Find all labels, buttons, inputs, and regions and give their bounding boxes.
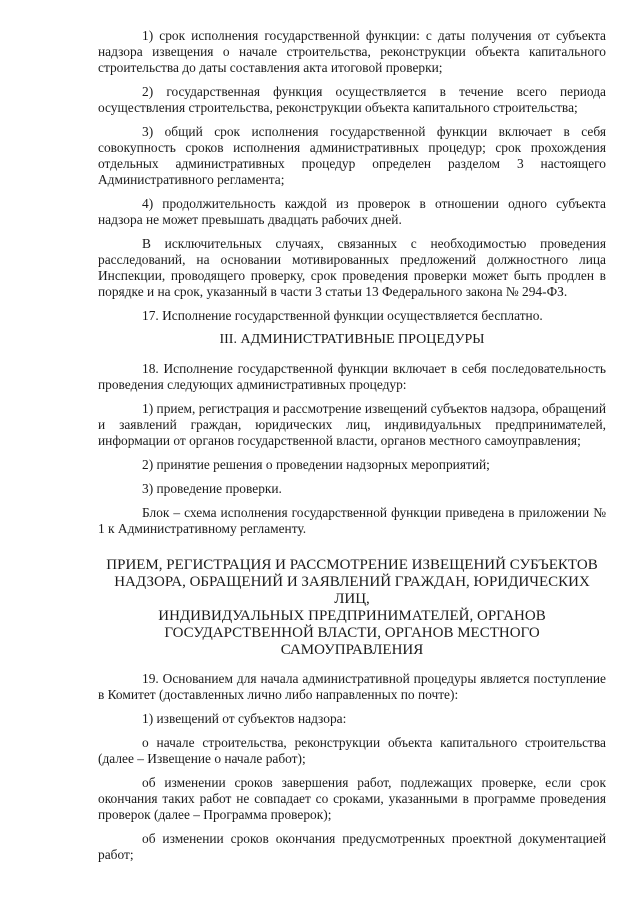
paragraph-basis: 19. Основанием для начала административной процедуры является поступление в Комитет (доставленных лично либо направленных по почте): <box>98 671 606 702</box>
paragraph-notice-end-change: об изменении сроков окончания предусмотренных проектной документацией работ; <box>98 831 606 862</box>
paragraph-exceptional-cases: В исключительных случаях, связанных с необходимостью проведения расследований, на основании мотивированных предложений должностного лица Инспекции, проводящего проверку, срок проведения проверки может быть продлен в порядке и на срок, указанный в части 3 статьи 13 Федерального закона № 294-ФЗ. <box>98 236 606 299</box>
heading-line: ПРИЕМ, РЕГИСТРАЦИЯ И РАССМОТРЕНИЕ ИЗВЕЩЕНИЙ СУБЪЕКТОВ <box>106 557 598 573</box>
paragraph-block-scheme: Блок – схема исполнения государственной функции приведена в приложении № 1 к Административному регламенту. <box>98 505 606 536</box>
paragraph-free-of-charge: 17. Исполнение государственной функции осуществляется бесплатно. <box>142 308 543 323</box>
heading-line: ГОСУДАРСТВЕННОЙ ВЛАСТИ, ОРГАНОВ МЕСТНОГО САМОУПРАВЛЕНИЯ <box>164 625 540 658</box>
section-title: III. АДМИНИСТРАТИВНЫЕ ПРОЦЕДУРЫ <box>219 332 485 347</box>
heading-line: НАДЗОРА, ОБРАЩЕНИЙ И ЗАЯВЛЕНИЙ ГРАЖДАН, ЮРИДИЧЕСКИХ ЛИЦ, <box>114 574 590 607</box>
subsection-heading <box>98 557 606 659</box>
paragraph-term-period: 2) государственная функция осуществляется в течение всего периода осуществления строительства, реконструкции объекта капитального строительства; <box>98 84 606 115</box>
paragraph-notices: 1) извещений от субъектов надзора: <box>142 711 347 726</box>
paragraph-procedures-intro: 18. Исполнение государственной функции включает в себя последовательность проведения следующих административных процедур: <box>98 361 606 392</box>
paragraph-notice-start: о начале строительства, реконструкции объекта капитального строительства (далее – Извещение о начале работ); <box>98 735 606 766</box>
paragraph-term-start: 1) срок исполнения государственной функции: с даты получения от субъекта надзора извещения о начале строительства, реконструкции объекта капитального строительства до даты составления акта итоговой проверки; <box>98 28 606 75</box>
paragraph-procedure-1: 1) прием, регистрация и рассмотрение извещений субъектов надзора, обращений и заявлений граждан, юридических лиц, индивидуальных предпринимателей, информации от органов государственной власти, органов местного самоуправления; <box>98 401 606 448</box>
heading-line: ИНДИВИДУАЛЬНЫХ ПРЕДПРИНИМАТЕЛЕЙ, ОРГАНОВ <box>158 608 546 624</box>
paragraph-inspection-duration: 4) продолжительность каждой из проверок в отношении одного субъекта надзора не может превышать двадцать рабочих дней. <box>98 196 606 227</box>
paragraph-procedure-2: 2) принятие решения о проведении надзорных мероприятий; <box>142 457 490 472</box>
paragraph-procedure-3: 3) проведение проверки. <box>142 481 282 496</box>
paragraph-notice-deadline-change: об изменении сроков завершения работ, подлежащих проверке, если срок окончания таких работ не совпадает со сроками, указанными в программе проведения проверок (далее – Программа проверок); <box>98 775 606 822</box>
paragraph-term-total: 3) общий срок исполнения государственной функции включает в себя совокупность сроков исполнения административных процедур; срок прохождения отдельных административных процедур определен разделом 3 настоящего Административного регламента; <box>98 124 606 187</box>
